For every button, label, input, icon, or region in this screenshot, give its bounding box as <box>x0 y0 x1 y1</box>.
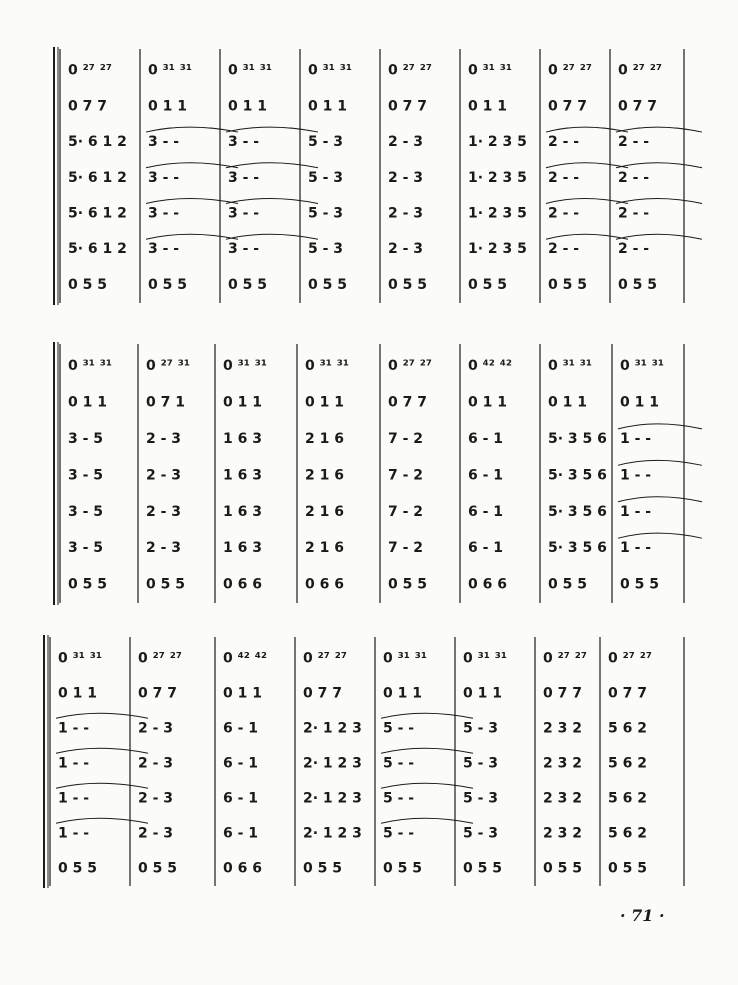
measure-cell: 2 3 2 <box>543 825 582 842</box>
tie-slur <box>226 199 318 204</box>
tie-slur <box>546 234 628 239</box>
measure-cell: 5 6 2 <box>608 755 647 772</box>
measure-cell: 1 - - <box>620 503 652 520</box>
measure-cell: 0 ³¹ ³¹ <box>58 650 103 667</box>
tie-slur <box>226 163 318 168</box>
measure-cell: 1· 2 3 5 <box>468 169 527 186</box>
measure-cell: 0 ³¹ ³¹ <box>228 62 273 79</box>
measure-cell: 0 7 1 <box>146 394 185 411</box>
measure-cell: 0 ²⁷ ²⁷ <box>388 358 433 375</box>
measure-cell: 0 7 7 <box>388 394 427 411</box>
measure-cell: 0 6 6 <box>468 576 507 593</box>
measure-cell: 0 ²⁷ ²⁷ <box>608 650 653 667</box>
measure-cell: 0 5 5 <box>468 276 507 293</box>
measure-cell: 6 - 1 <box>468 467 504 484</box>
tie-slur <box>546 199 628 204</box>
page-number: · 71 · <box>620 906 665 925</box>
measure-cell: 2· 1 2 3 <box>303 825 362 842</box>
measure-cell: 2 - 3 <box>388 205 424 222</box>
measure-cell: 5 - 3 <box>308 241 344 258</box>
tie-slur <box>56 818 148 823</box>
measure-cell: 0 7 7 <box>608 685 647 702</box>
measure-cell: 5· 6 1 2 <box>68 134 127 151</box>
measure-cell: 2 - - <box>618 241 650 258</box>
measure-cell: 5 6 2 <box>608 790 647 807</box>
tie-slur <box>146 163 238 168</box>
measure-cell: 0 ⁴² ⁴² <box>468 358 513 375</box>
measure-cell: 2 - 3 <box>388 241 424 258</box>
tie-slur <box>381 783 473 788</box>
measure-cell: 0 ²⁷ ³¹ <box>146 358 191 375</box>
measure-cell: 0 6 6 <box>223 576 262 593</box>
measure-cell: 0 1 1 <box>468 394 507 411</box>
measure-cell: 3 - - <box>148 169 180 186</box>
measure-cell: 3 - - <box>148 205 180 222</box>
measure-cell: 2 - - <box>618 169 650 186</box>
measure-cell: 3 - - <box>228 241 260 258</box>
measure-cell: 0 7 7 <box>548 98 587 115</box>
measure-cell: 2 3 2 <box>543 755 582 772</box>
measure-cell: 3 - 5 <box>68 503 104 520</box>
measure-cell: 5· 6 1 2 <box>68 241 127 258</box>
tie-slur <box>56 783 148 788</box>
tie-slur <box>146 127 238 132</box>
measure-cell: 0 ²⁷ ²⁷ <box>303 650 348 667</box>
measure-cell: 5· 6 1 2 <box>68 169 127 186</box>
tie-slur <box>56 748 148 753</box>
measure-cell: 0 ³¹ ³¹ <box>308 62 353 79</box>
tie-slur <box>56 713 148 718</box>
measure-cell: 1 6 3 <box>223 540 262 557</box>
measure-cell: 0 ²⁷ ²⁷ <box>68 62 113 79</box>
measure-cell: 1 - - <box>620 467 652 484</box>
tie-slur <box>618 460 702 465</box>
measure-cell: 3 - - <box>148 241 180 258</box>
measure-cell: 2 - 3 <box>138 755 174 772</box>
measure-cell: 2 - - <box>548 205 580 222</box>
measure-cell: 6 - 1 <box>468 430 504 447</box>
measure-cell: 0 1 1 <box>468 98 507 115</box>
measure-cell: 5· 3 5 6 <box>548 430 607 447</box>
measure-cell: 6 - 1 <box>223 825 259 842</box>
measure-cell: 0 ²⁷ ²⁷ <box>618 62 663 79</box>
measure-cell: 5· 6 1 2 <box>68 205 127 222</box>
measure-cell: 1· 2 3 5 <box>468 205 527 222</box>
measure-cell: 1 6 3 <box>223 430 262 447</box>
measure-cell: 6 - 1 <box>223 790 259 807</box>
measure-cell: 1 - - <box>58 720 90 737</box>
measure-cell: 3 - - <box>228 205 260 222</box>
measure-cell: 1 - - <box>58 755 90 772</box>
measure-cell: 0 1 1 <box>223 685 262 702</box>
score-system <box>44 635 684 888</box>
score-system <box>54 342 702 605</box>
measure-cell: 6 - 1 <box>223 720 259 737</box>
measure-cell: 0 5 5 <box>138 860 177 877</box>
measure-cell: 0 6 6 <box>305 576 344 593</box>
measure-cell: 7 - 2 <box>388 467 424 484</box>
measure-cell: 0 5 5 <box>543 860 582 877</box>
tie-slur <box>616 234 702 239</box>
measure-cell: 0 ³¹ ³¹ <box>223 358 268 375</box>
measure-cell: 0 7 7 <box>68 98 107 115</box>
measure-cell: 0 1 1 <box>548 394 587 411</box>
measure-cell: 0 1 1 <box>383 685 422 702</box>
measure-cell: 0 1 1 <box>463 685 502 702</box>
measure-cell: 5 - 3 <box>308 169 344 186</box>
measure-cell: 0 5 5 <box>58 860 97 877</box>
measure-cell: 0 1 1 <box>228 98 267 115</box>
measure-cell: 0 5 5 <box>146 576 185 593</box>
tie-slur <box>226 127 318 132</box>
measure-cell: 2· 1 2 3 <box>303 720 362 737</box>
measure-cell: 2 - 3 <box>146 430 182 447</box>
measure-cell: 2· 1 2 3 <box>303 755 362 772</box>
tie-slur <box>616 199 702 204</box>
measure-cell: 1 - - <box>620 540 652 557</box>
tie-slur <box>381 713 473 718</box>
measure-cell: 0 ³¹ ³¹ <box>383 650 428 667</box>
measure-cell: 3 - - <box>228 134 260 151</box>
measure-cell: 5· 3 5 6 <box>548 503 607 520</box>
tie-slur <box>226 234 318 239</box>
measure-cell: 0 7 7 <box>388 98 427 115</box>
measure-cell: 2 - 3 <box>138 790 174 807</box>
measure-cell: 2 - - <box>548 134 580 151</box>
measure-cell: 0 1 1 <box>58 685 97 702</box>
measure-cell: 1· 2 3 5 <box>468 134 527 151</box>
measure-cell: 2 - 3 <box>146 503 182 520</box>
measure-cell: 0 5 5 <box>148 276 187 293</box>
measure-cell: 5 - - <box>383 720 415 737</box>
measure-cell: 0 1 1 <box>620 394 659 411</box>
measure-cell: 0 5 5 <box>463 860 502 877</box>
measure-cell: 0 7 7 <box>543 685 582 702</box>
measure-cell: 0 5 5 <box>383 860 422 877</box>
measure-cell: 1· 2 3 5 <box>468 241 527 258</box>
tie-slur <box>618 497 702 502</box>
measure-cell: 0 7 7 <box>138 685 177 702</box>
measure-cell: 0 5 5 <box>618 276 657 293</box>
measure-cell: 2· 1 2 3 <box>303 790 362 807</box>
measure-cell: 2 1 6 <box>305 467 344 484</box>
measure-cell: 1 6 3 <box>223 467 262 484</box>
measure-cell: 0 7 7 <box>618 98 657 115</box>
measure-cell: 1 - - <box>58 825 90 842</box>
tie-slur <box>146 199 238 204</box>
measure-cell: 2 - 3 <box>146 540 182 557</box>
measure-cell: 5 - 3 <box>463 755 499 772</box>
measure-cell: 6 - 1 <box>468 540 504 557</box>
measure-cell: 0 ³¹ ³¹ <box>68 358 113 375</box>
measure-cell: 0 ³¹ ³¹ <box>548 358 593 375</box>
tie-slur <box>616 127 702 132</box>
measure-cell: 0 5 5 <box>388 576 427 593</box>
measure-cell: 1 - - <box>620 430 652 447</box>
measure-cell: 0 ³¹ ³¹ <box>463 650 508 667</box>
measure-cell: 5· 3 5 6 <box>548 540 607 557</box>
measure-cell: 0 5 5 <box>303 860 342 877</box>
measure-cell: 3 - 5 <box>68 430 104 447</box>
measure-cell: 0 ⁴² ⁴² <box>223 650 268 667</box>
measure-cell: 0 1 1 <box>308 98 347 115</box>
measure-cell: 0 5 5 <box>68 276 107 293</box>
measure-cell: 5 - - <box>383 755 415 772</box>
measure-cell: 0 ³¹ ³¹ <box>468 62 513 79</box>
measure-cell: 0 5 5 <box>548 276 587 293</box>
measure-cell: 7 - 2 <box>388 430 424 447</box>
measure-cell: 6 - 1 <box>468 503 504 520</box>
tie-slur <box>618 424 702 429</box>
measure-cell: 6 - 1 <box>223 755 259 772</box>
measure-cell: 0 6 6 <box>223 860 262 877</box>
measure-cell: 0 5 5 <box>308 276 347 293</box>
measure-cell: 2 - - <box>618 134 650 151</box>
measure-cell: 3 - - <box>228 169 260 186</box>
tie-slur <box>381 748 473 753</box>
measure-cell: 2 - 3 <box>138 720 174 737</box>
measure-cell: 5 - - <box>383 825 415 842</box>
measure-cell: 5· 3 5 6 <box>548 467 607 484</box>
measure-cell: 3 - 5 <box>68 540 104 557</box>
measure-cell: 2 - - <box>548 241 580 258</box>
measure-cell: 5 6 2 <box>608 825 647 842</box>
measure-cell: 0 ²⁷ ²⁷ <box>388 62 433 79</box>
measure-cell: 0 ³¹ ³¹ <box>148 62 193 79</box>
tie-slur <box>146 234 238 239</box>
measure-cell: 5 - 3 <box>308 134 344 151</box>
measure-cell: 0 ²⁷ ²⁷ <box>543 650 588 667</box>
measure-cell: 0 ²⁷ ²⁷ <box>138 650 183 667</box>
measure-cell: 2 1 6 <box>305 503 344 520</box>
measure-cell: 5 - 3 <box>463 825 499 842</box>
tie-slur <box>381 818 473 823</box>
measure-cell: 3 - - <box>148 134 180 151</box>
measure-cell: 2 - - <box>618 205 650 222</box>
measure-cell: 0 5 5 <box>620 576 659 593</box>
measure-cell: 0 ³¹ ³¹ <box>620 358 665 375</box>
measure-cell: 5 - 3 <box>463 720 499 737</box>
measure-cell: 0 5 5 <box>548 576 587 593</box>
measure-cell: 0 1 1 <box>305 394 344 411</box>
measure-cell: 3 - 5 <box>68 467 104 484</box>
measure-cell: 0 5 5 <box>68 576 107 593</box>
measure-cell: 0 5 5 <box>228 276 267 293</box>
measure-cell: 0 5 5 <box>388 276 427 293</box>
measure-cell: 0 1 1 <box>148 98 187 115</box>
measure-cell: 0 5 5 <box>608 860 647 877</box>
measure-cell: 1 - - <box>58 790 90 807</box>
measure-cell: 5 6 2 <box>608 720 647 737</box>
measure-cell: 2 1 6 <box>305 430 344 447</box>
measure-cell: 0 7 7 <box>303 685 342 702</box>
tie-slur <box>618 533 702 538</box>
measure-cell: 2 - 3 <box>138 825 174 842</box>
measure-cell: 5 - 3 <box>308 205 344 222</box>
measure-cell: 2 - 3 <box>388 169 424 186</box>
measure-cell: 0 1 1 <box>68 394 107 411</box>
tie-slur <box>546 163 628 168</box>
measure-cell: 1 6 3 <box>223 503 262 520</box>
measure-cell: 0 1 1 <box>223 394 262 411</box>
measure-cell: 2 - - <box>548 169 580 186</box>
measure-cell: 0 ³¹ ³¹ <box>305 358 350 375</box>
tie-slur <box>616 163 702 168</box>
measure-cell: 2 1 6 <box>305 540 344 557</box>
score-system <box>54 47 702 305</box>
measure-cell: 0 ²⁷ ²⁷ <box>548 62 593 79</box>
tie-slur <box>546 127 628 132</box>
measure-cell: 5 - 3 <box>463 790 499 807</box>
measure-cell: 7 - 2 <box>388 503 424 520</box>
measure-cell: 2 - 3 <box>388 134 424 151</box>
measure-cell: 7 - 2 <box>388 540 424 557</box>
measure-cell: 2 3 2 <box>543 720 582 737</box>
measure-cell: 5 - - <box>383 790 415 807</box>
measure-cell: 2 - 3 <box>146 467 182 484</box>
measure-cell: 2 3 2 <box>543 790 582 807</box>
